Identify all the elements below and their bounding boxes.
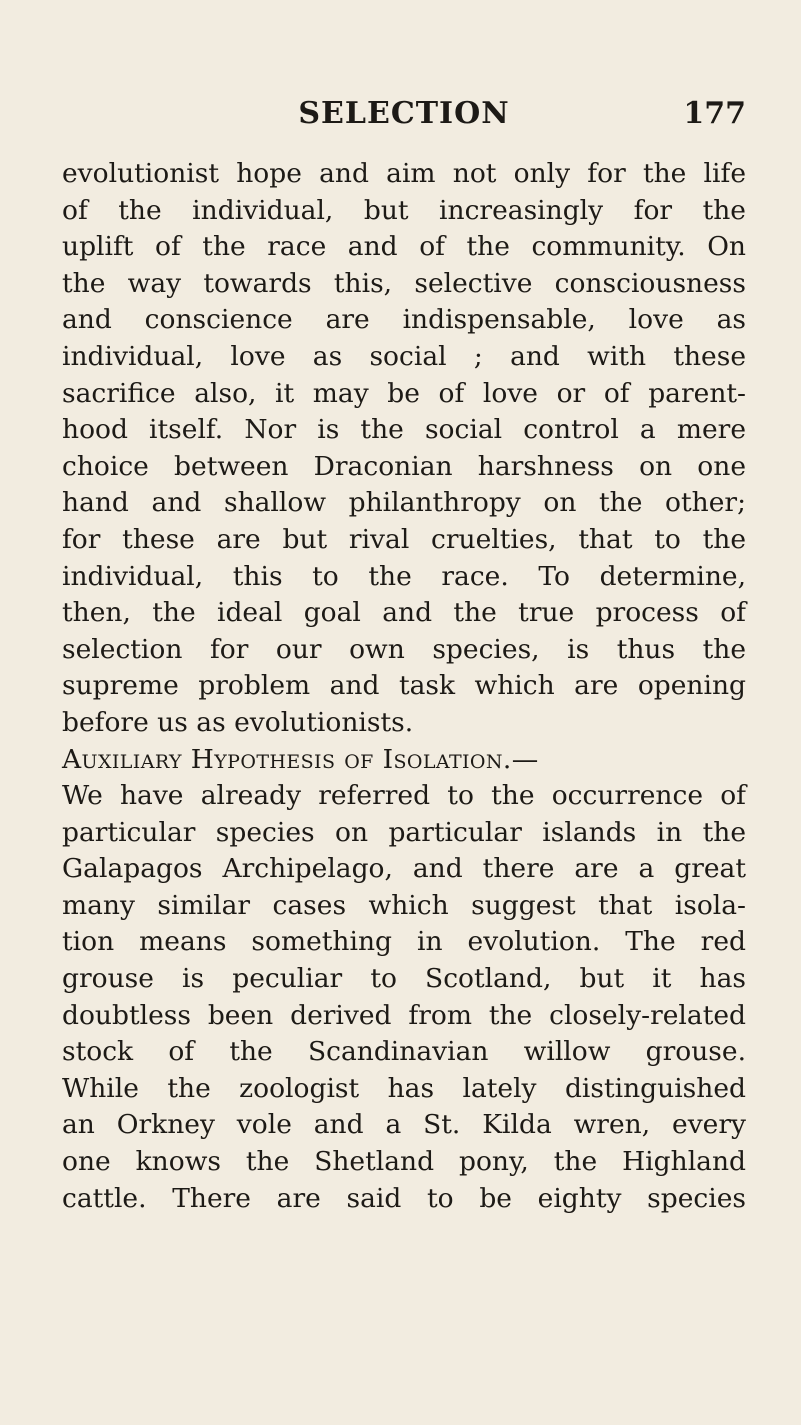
text-line: selection for our own species, is thus the bbox=[62, 633, 746, 665]
text-line: individual, love as social ; and with these bbox=[62, 340, 746, 372]
body-text bbox=[62, 156, 746, 1217]
text-line: Galapagos Archipelago, and there are a great bbox=[62, 853, 746, 885]
text-line: then, the ideal goal and the true process of bbox=[62, 597, 746, 629]
text-line: stock of the Scandinavian willow grouse. bbox=[62, 1036, 746, 1068]
text-line: before us as evolutionists. bbox=[62, 706, 414, 738]
text-line: of the individual, but increasingly for the bbox=[62, 194, 746, 226]
section-heading: Auxiliary Hypothesis of Isolation.— bbox=[62, 743, 539, 775]
text-line: tion means something in evolution. The red bbox=[62, 926, 746, 958]
text-line: evolutionist hope and aim not only for the life bbox=[62, 158, 746, 189]
text-line: many similar cases which suggest that isola- bbox=[62, 889, 746, 921]
text-line: While the zoologist has lately distinguished bbox=[62, 1072, 746, 1104]
text-line: grouse is peculiar to Scotland, but it has bbox=[62, 963, 746, 995]
text-line: one knows the Shetland pony, the Highland bbox=[62, 1146, 746, 1178]
text-line: the way towards this, selective consciousness bbox=[62, 267, 746, 299]
page-number: 177 bbox=[683, 96, 746, 131]
text-line: an Orkney vole and a St. Kilda wren, every bbox=[62, 1109, 746, 1141]
text-line: choice between Draconian harshness on one bbox=[62, 450, 746, 482]
text-line: individual, this to the race. To determine, bbox=[62, 560, 746, 592]
text-line: We have already referred to the occurrence of bbox=[62, 780, 746, 812]
text-line: hand and shallow philanthropy on the other; bbox=[62, 487, 746, 519]
text-line: uplift of the race and of the community. On bbox=[62, 231, 746, 263]
running-title: SELECTION bbox=[298, 96, 510, 131]
text-line: for these are but rival cruelties, that to the bbox=[62, 523, 746, 555]
running-head bbox=[62, 92, 746, 136]
text-line: cattle. There are said to be eighty species bbox=[62, 1182, 746, 1214]
text-line: sacrifice also, it may be of love or of parent- bbox=[62, 377, 746, 409]
text-line: doubtless been derived from the closely-related bbox=[62, 999, 746, 1031]
text-line: supreme problem and task which are opening bbox=[62, 670, 746, 702]
text-line: hood itself. Nor is the social control a mere bbox=[62, 414, 746, 446]
text-line: particular species on particular islands in the bbox=[62, 816, 746, 848]
text-line: and conscience are indispensable, love as bbox=[62, 304, 746, 336]
